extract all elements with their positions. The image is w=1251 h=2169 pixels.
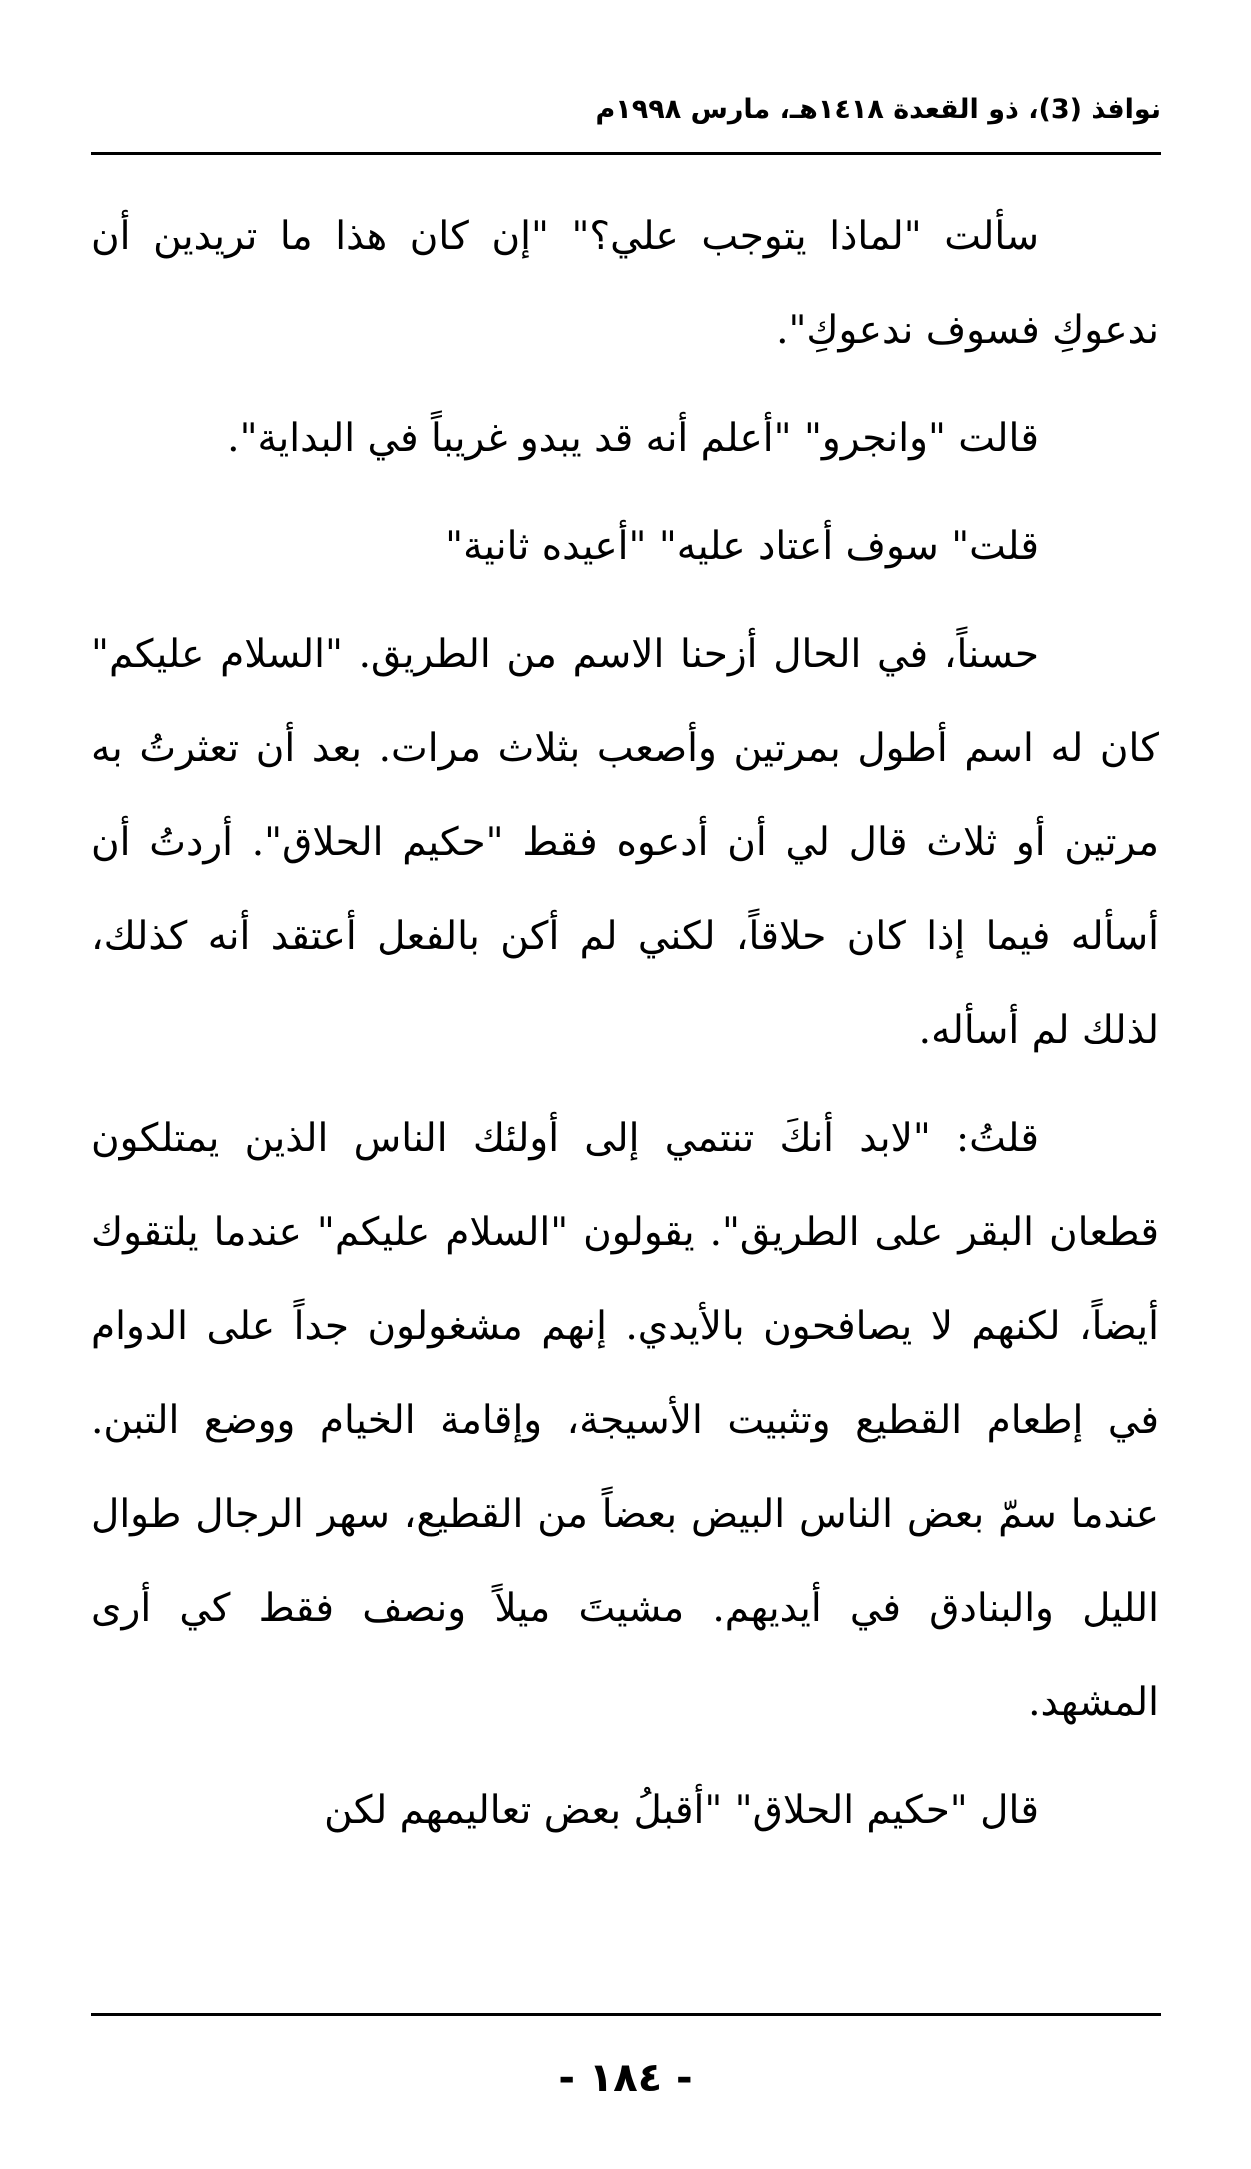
- page-number: - ١٨٤ -: [558, 2055, 693, 2101]
- paragraph-5: قلتُ: "لابد أنكَ تنتمي إلى أولئك الناس الذين يمتلكون قطعان البقر على الطريق". يقولون "السلام عليكم" عندما يلتقوك أيضاً، لكنهم لا يصافحون بالأيدي. إنهم مشغولون جداً على الدوام في إطعام القطيع وتثبيت الأسيجة، وإقامة الخيام ووضع التبن. عندما سمّ بعض الناس البيض بعضاً من القطيع، سهر الرجال طوال الليل والبنادق في أيديهم. مشيتَ ميلاً ونصف فقط كي أرى المشهد.: [91, 1116, 1159, 1725]
- body-text: [91, 190, 1159, 1858]
- paragraph-2: قالت "وانجرو" "أعلم أنه قد يبدو غريباً في البداية".: [227, 416, 1039, 461]
- header-divider: [91, 152, 1161, 155]
- paragraph-3: قلت" سوف أعتاد عليه" "أعيده ثانية": [445, 524, 1039, 569]
- paragraph-4: حسناً، في الحال أزحنا الاسم من الطريق. "السلام عليكم" كان له اسم أطول بمرتين وأصعب بثلاث مرات. بعد أن تعثرتُ به مرتين أو ثلاث قال لي أن أدعوه فقط "حكيم الحلاق". أردتُ أن أسأله فيما إذا كان حلاقاً، لكني لم أكن بالفعل أعتقد أنه كذلك، لذلك لم أسأله.: [91, 632, 1159, 1053]
- paragraph-1: سألت "لماذا يتوجب علي؟" "إن كان هذا ما تريدين أن ندعوكِ فسوف ندعوكِ".: [91, 214, 1159, 353]
- paragraph-6: قال "حكيم الحلاق" "أقبلُ بعض تعاليمهم لكن: [324, 1788, 1039, 1833]
- footer-divider: [91, 2013, 1161, 2016]
- running-header: نوافذ (3)، ذو القعدة ١٤١٨هـ، مارس ١٩٩٨م: [595, 94, 1161, 125]
